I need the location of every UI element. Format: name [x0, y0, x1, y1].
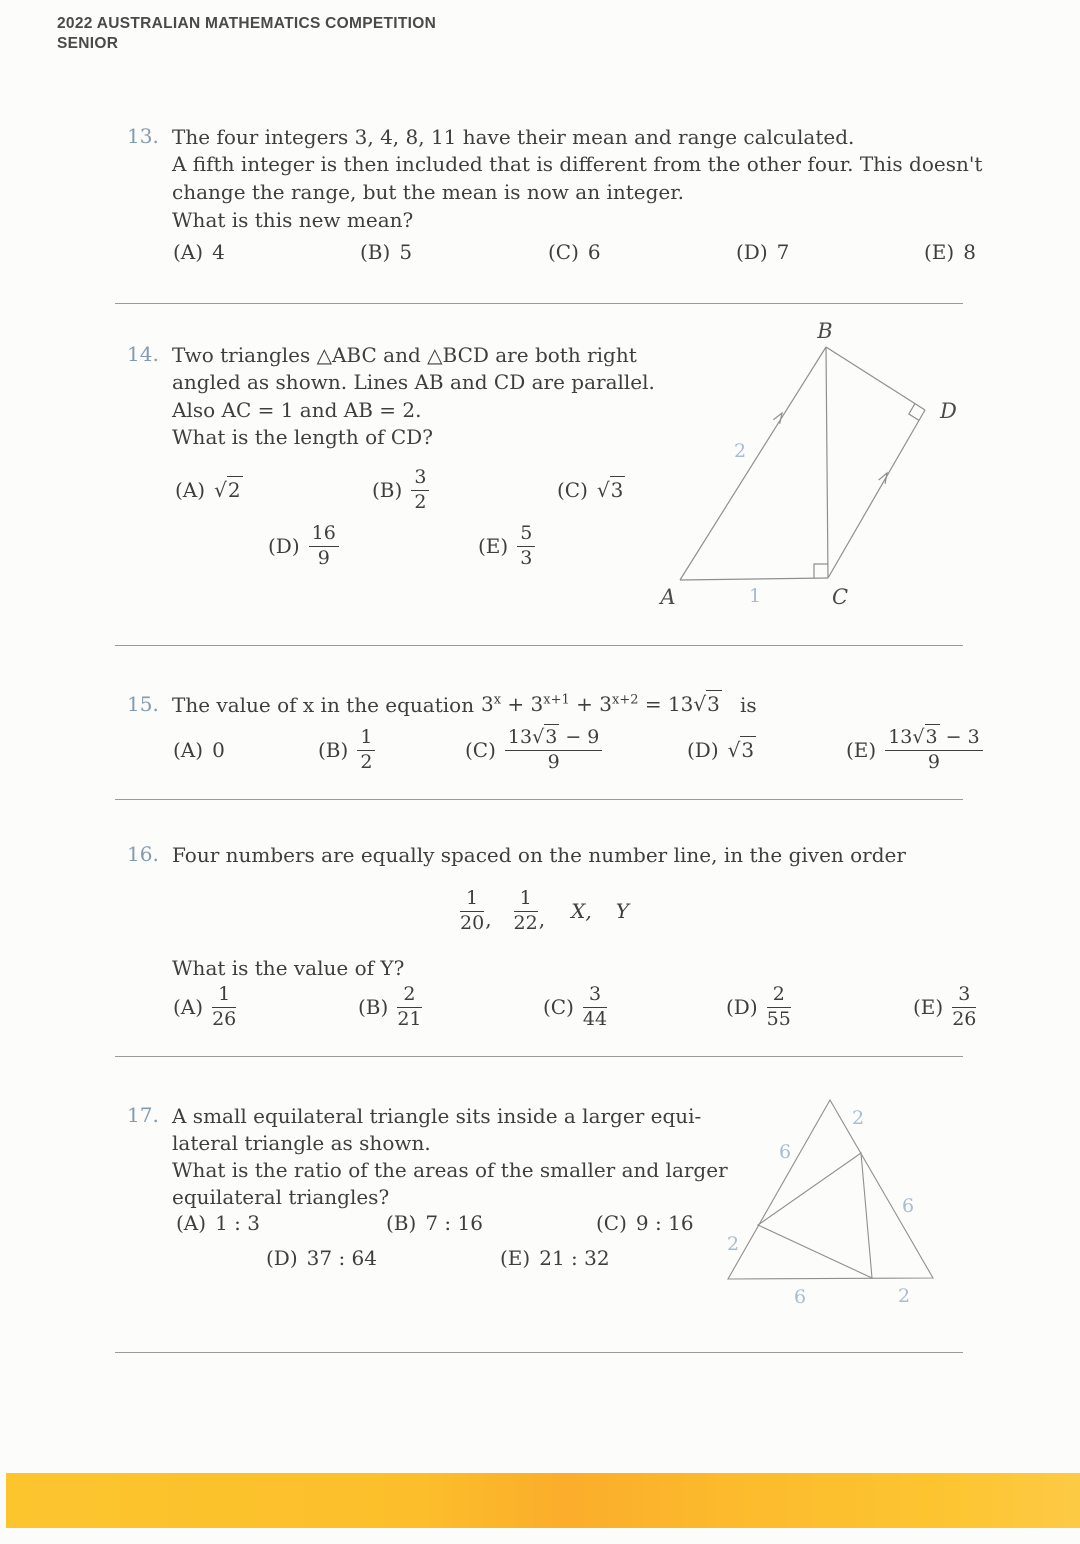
- numerator: 3: [583, 984, 607, 1007]
- separator-rule: [115, 799, 963, 800]
- side-label-upper-left: 6: [778, 1141, 792, 1163]
- numerator: 1: [212, 984, 236, 1007]
- text-line: Two triangles △ABC and △BCD are both right: [172, 343, 637, 367]
- option-value: 7: [776, 240, 790, 264]
- option-label: (B): [318, 738, 349, 762]
- text-line: Also AC = 1 and AB = 2.: [172, 397, 422, 422]
- denominator: 21: [397, 1007, 422, 1030]
- option-c: [557, 466, 625, 514]
- radical-expression: [597, 478, 625, 502]
- denominator: 20: [460, 911, 485, 934]
- question-14-options-row2: [0, 522, 700, 570]
- eq-base: + 3: [569, 692, 612, 716]
- option-label: (E): [500, 1246, 531, 1270]
- vertex-label-c: C: [831, 585, 849, 609]
- numerator: [885, 727, 982, 750]
- option-value: 37 : 64: [306, 1246, 377, 1270]
- question-14-prompt: What is the length of CD?: [172, 425, 433, 449]
- numerator: 3: [411, 467, 429, 490]
- question-13-number: 13.: [127, 124, 159, 148]
- num-coefficient: 13: [888, 726, 913, 749]
- text-line: lateral triangle as shown.: [172, 1131, 431, 1156]
- question-16-options: [0, 983, 1080, 1031]
- option-value: 0: [212, 738, 225, 762]
- fraction: [397, 984, 421, 1030]
- option-b: [372, 466, 429, 514]
- option-c: [548, 228, 601, 276]
- fraction: [411, 467, 429, 513]
- option-value: 9 : 16: [635, 1211, 694, 1235]
- question-13-prompt: What is this new mean?: [172, 208, 414, 232]
- option-label: (A): [173, 738, 204, 762]
- question-15-lead: The value of x in the equation: [172, 693, 475, 717]
- option-label: (C): [596, 1211, 627, 1235]
- question-13-options: [0, 228, 1080, 276]
- question-16-number: 16.: [127, 842, 159, 866]
- option-label: (C): [557, 478, 588, 502]
- option-value: 6: [587, 240, 601, 264]
- option-label: (D): [736, 240, 768, 264]
- option-label: (A): [176, 1211, 207, 1235]
- denominator: 2: [360, 750, 373, 773]
- option-a: [173, 726, 225, 774]
- option-c: [543, 983, 607, 1031]
- radicand: 3: [741, 738, 755, 762]
- question-15-tail: is: [740, 693, 757, 717]
- numerator: 1: [460, 888, 484, 911]
- competition-title: 2022 AUSTRALIAN MATHEMATICS COMPETITION: [57, 15, 437, 32]
- option-label: (E): [846, 738, 877, 762]
- option-e: [846, 726, 983, 774]
- question-15-number: 15.: [127, 692, 159, 716]
- radicand: 3: [707, 692, 720, 716]
- radical-sign: √: [727, 738, 741, 762]
- option-label: (E): [913, 995, 944, 1019]
- option-label: (D): [687, 738, 719, 762]
- line-bc: [826, 347, 828, 578]
- division-title: SENIOR: [57, 35, 119, 52]
- option-d: [266, 1234, 377, 1282]
- text-line: What is the ratio of the areas of the smaller and larger: [172, 1158, 728, 1182]
- option-label: (D): [726, 995, 758, 1019]
- num-remainder: − 3: [939, 726, 980, 749]
- option-a: [173, 228, 225, 276]
- text-line: The four integers 3, 4, 8, 11 have their mean and range calculated.: [172, 125, 855, 149]
- denominator: 2: [414, 490, 427, 513]
- fraction: [583, 984, 607, 1030]
- radical-sign: √: [693, 692, 707, 716]
- term-y: Y: [615, 899, 629, 923]
- fraction: [309, 523, 339, 569]
- option-a: [173, 983, 236, 1031]
- right-angle-mark-c: [814, 564, 828, 578]
- eq-exponent: x+2: [611, 692, 639, 708]
- text-line: A fifth integer is then included that is different from the other four. This doesn't: [172, 152, 983, 177]
- option-label: (D): [268, 534, 300, 558]
- numerator: 1: [514, 888, 538, 911]
- num-coefficient: 13: [507, 726, 533, 749]
- radical-sign: √: [912, 726, 925, 749]
- vertex-label-b: B: [817, 320, 833, 343]
- side-label-lower-left: 2: [726, 1233, 740, 1255]
- numerator: 1: [357, 727, 375, 750]
- option-label: (D): [266, 1246, 298, 1270]
- radicand: 3: [610, 478, 624, 502]
- parallel-arrow-ab: [773, 413, 782, 424]
- option-label: (E): [478, 534, 509, 558]
- vertex-label-d: D: [940, 399, 957, 423]
- fraction: [505, 727, 602, 773]
- option-d: [687, 726, 756, 774]
- separator-rule: [115, 1352, 963, 1353]
- option-e: [913, 983, 976, 1031]
- option-b: [358, 983, 422, 1031]
- option-e: [500, 1234, 610, 1282]
- option-label: (B): [372, 478, 403, 502]
- text-line: change the range, but the mean is now an integer.: [172, 179, 684, 204]
- question-14-options-row1: [0, 466, 700, 514]
- fraction: [767, 984, 791, 1030]
- comma: ,: [485, 907, 492, 931]
- num-remainder: − 9: [559, 726, 600, 749]
- radical-expression: [912, 724, 939, 748]
- option-d: [268, 522, 339, 570]
- question-16-prompt: What is the value of Y?: [172, 956, 405, 980]
- numerator: 5: [517, 523, 535, 546]
- option-b: [318, 726, 375, 774]
- denominator: 55: [766, 1007, 791, 1030]
- option-value: 1 : 3: [215, 1211, 260, 1235]
- question-15-options: [0, 726, 1080, 774]
- fraction: [460, 888, 484, 934]
- eq-base: + 3: [501, 692, 544, 716]
- option-value: 4: [212, 240, 225, 264]
- option-value: 21 : 32: [539, 1246, 610, 1270]
- radical-expression: [728, 738, 756, 762]
- fraction: [885, 727, 982, 773]
- option-d: [726, 983, 791, 1031]
- text-line: A small equilateral triangle sits inside a larger equi-: [172, 1104, 702, 1128]
- option-label: (C): [543, 995, 574, 1019]
- numerator: 2: [397, 984, 421, 1007]
- eq-exponent: x: [493, 692, 502, 708]
- radicand: 2: [227, 478, 241, 502]
- page-header: [57, 14, 436, 54]
- inner-triangle: [758, 1153, 872, 1278]
- radicand: 3: [545, 726, 558, 749]
- radical-expression: [214, 478, 242, 502]
- option-label: (A): [173, 995, 204, 1019]
- denominator: 44: [582, 1007, 608, 1030]
- numerator: 16: [309, 523, 339, 546]
- option-label: (B): [360, 240, 391, 264]
- fraction: [517, 523, 535, 569]
- side-label-right: 6: [901, 1195, 915, 1217]
- radical-sign: √: [214, 478, 227, 502]
- eq-base: 3: [481, 692, 494, 716]
- line-cd: [828, 410, 925, 578]
- denominator: 9: [927, 750, 940, 773]
- question-15-equation: [481, 692, 722, 716]
- numerator: 2: [767, 984, 791, 1007]
- separator-rule: [115, 1056, 963, 1057]
- question-16-body: Four numbers are equally spaced on the number line, in the given order: [172, 843, 906, 867]
- denominator: 26: [952, 1007, 977, 1030]
- fraction: [514, 888, 538, 934]
- side-label-top-right: 2: [851, 1107, 865, 1129]
- question-13-body: [172, 124, 982, 206]
- option-a: [175, 466, 243, 514]
- side-label-ab: 2: [733, 440, 747, 462]
- question-17-diagram: [712, 1088, 952, 1313]
- denominator: 22: [513, 911, 538, 934]
- text-line: angled as shown. Lines AB and CD are parallel.: [172, 370, 655, 395]
- option-value: 5: [399, 240, 413, 264]
- option-e: [478, 522, 535, 570]
- option-label: (C): [465, 738, 496, 762]
- vertex-label-a: A: [660, 585, 676, 609]
- comma: ,: [538, 907, 546, 931]
- option-d: [736, 228, 789, 276]
- option-b: [360, 228, 412, 276]
- option-label: (E): [924, 240, 955, 264]
- line-bd: [826, 347, 925, 410]
- line-ac: [680, 578, 828, 580]
- radical-sign: √: [596, 478, 610, 502]
- question-16-sequence: [460, 886, 629, 936]
- question-14-number: 14.: [127, 342, 159, 366]
- option-value: 7 : 16: [425, 1211, 483, 1235]
- denominator: 3: [520, 546, 533, 569]
- radical-sign: √: [532, 726, 545, 749]
- term-x: X,: [571, 899, 592, 923]
- denominator: 9: [317, 546, 330, 569]
- option-e: [924, 228, 976, 276]
- radicand: 3: [925, 726, 938, 749]
- option-label: (B): [358, 995, 389, 1019]
- side-label-bottom-right: 2: [897, 1285, 911, 1307]
- question-14-diagram: [650, 320, 980, 610]
- right-angle-mark-d: [909, 404, 919, 421]
- option-label: (A): [173, 240, 204, 264]
- question-17-options-row2: [0, 1234, 700, 1282]
- radical-expression: [532, 724, 559, 748]
- numerator: [505, 727, 602, 750]
- question-17-number: 17.: [127, 1103, 159, 1127]
- denominator: 9: [547, 750, 560, 773]
- option-label: (C): [548, 240, 579, 264]
- side-label-bottom: 6: [793, 1286, 807, 1308]
- numerator: 3: [952, 984, 976, 1007]
- eq-exponent: x+1: [543, 692, 570, 708]
- fraction: [212, 984, 236, 1030]
- question-17-body: [172, 1103, 701, 1158]
- footer-gold-bar: [6, 1473, 1080, 1528]
- fraction: [952, 984, 976, 1030]
- option-c: [465, 726, 602, 774]
- radical-expression: [693, 690, 721, 716]
- separator-rule: [115, 303, 963, 304]
- outer-triangle: [728, 1100, 933, 1279]
- text-line: equilateral triangles?: [172, 1185, 390, 1210]
- eq-equals: = 13: [638, 692, 694, 716]
- separator-rule: [115, 645, 963, 646]
- side-label-ac: 1: [748, 585, 762, 607]
- option-label: (B): [386, 1211, 417, 1235]
- denominator: 26: [212, 1007, 237, 1030]
- question-14-body: [172, 342, 655, 424]
- line-ab: [680, 347, 826, 580]
- option-label: (A): [175, 478, 206, 502]
- option-value: 8: [963, 240, 976, 264]
- fraction: [357, 727, 375, 773]
